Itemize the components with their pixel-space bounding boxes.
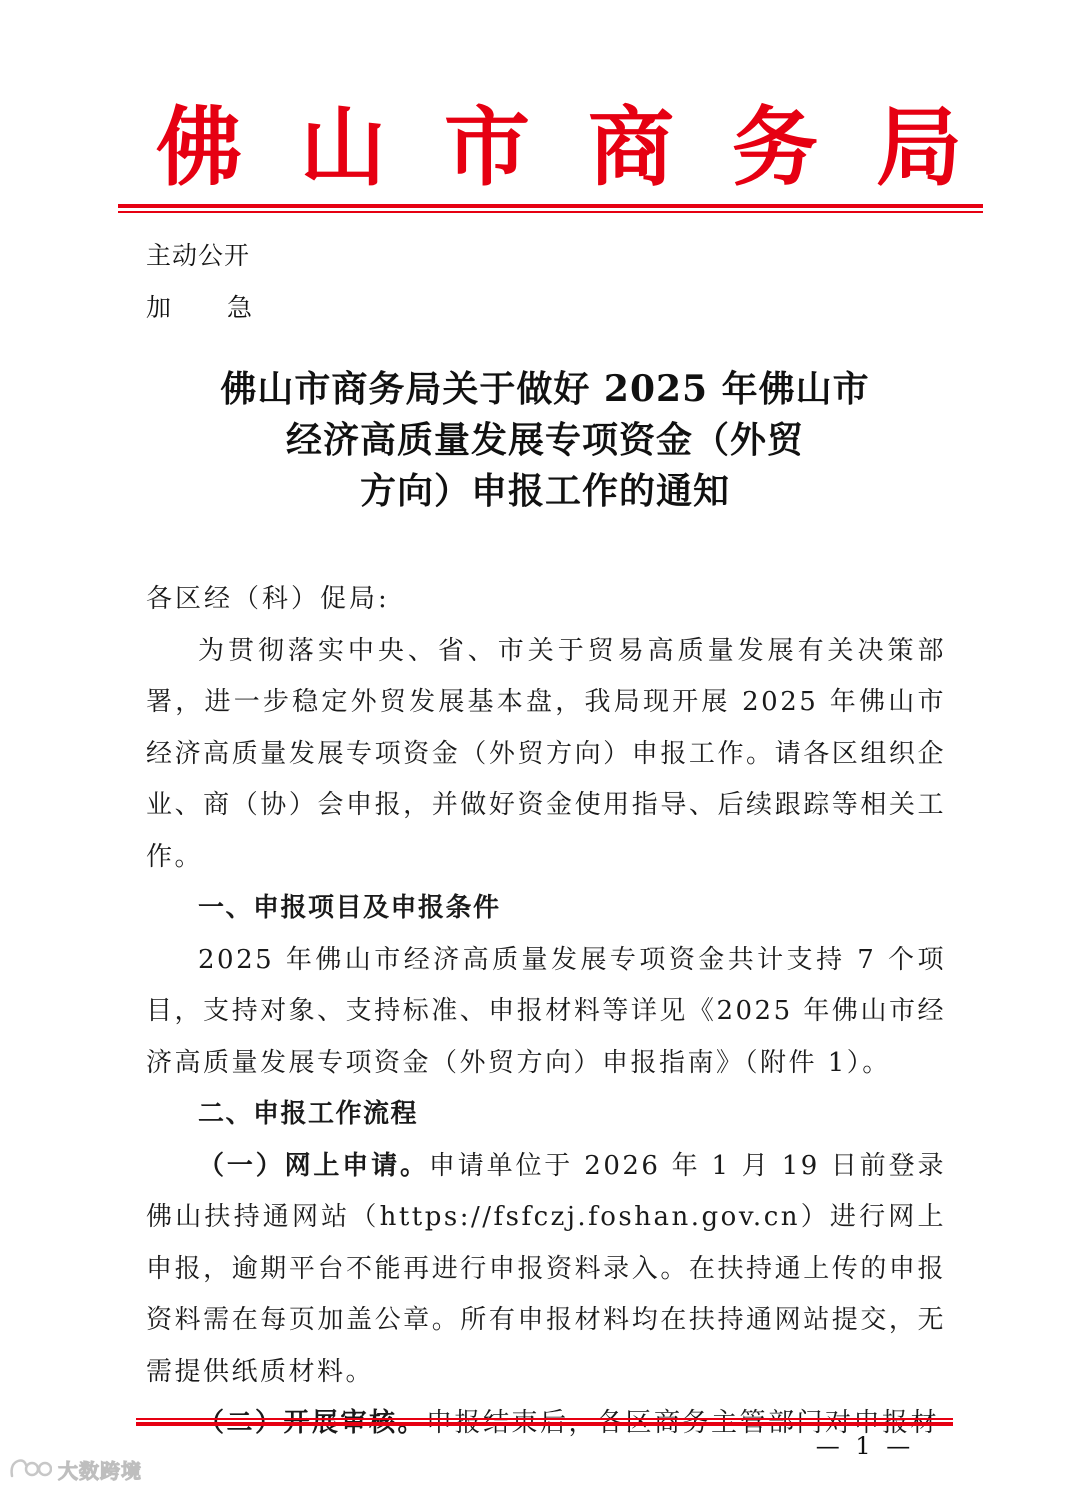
step-text: 申请单位于 2026 年 1 月 19 日前登录佛山扶持通网站（https://fsfczj.foshan.gov.cn）进行网上申报，逾期平台不能再进行申报资料录入。在扶持通上传的申报资料需在每页加盖公章。所有申报材料均在扶持通网站提交，无需提供纸质材料。 [146, 1150, 946, 1387]
intro-paragraph: 为贯彻落实中央、省、市关于贸易高质量发展有关决策部署，进一步稳定外贸发展基本盘，我局现开展 2025 年佛山市经济高质量发展专项资金（外贸方向）申报工作。请各区组织企业、商（协）会申报，并做好资金使用指导、后续跟踪等相关工作。 [146, 635, 946, 872]
letterhead-red-rule [118, 204, 983, 208]
document-body [146, 574, 946, 1450]
title-line: 方向）申报工作的通知 [359, 470, 730, 512]
title-line: 经济高质量发展专项资金（外贸 [285, 419, 804, 461]
section-paragraph: 2025 年佛山市经济高质量发展专项资金共计支持 7 个项目，支持对象、支持标准、申报材料等详见《2025 年佛山市经济高质量发展专项资金（外贸方向）申报指南》（附件 1）。 [146, 944, 946, 1078]
watermark-text: 大数跨境 [58, 1458, 142, 1483]
salutation: 各区经（科）促局: [146, 584, 390, 614]
watermark [8, 1452, 142, 1486]
urgency-marker: 加 急 [146, 293, 276, 322]
watermark-logo-icon [8, 1456, 52, 1482]
letterhead-agency-name: 佛山市商务局 [156, 97, 1020, 198]
section-heading: 二、申报工作流程 [198, 1099, 419, 1129]
footer-red-rule-thin [136, 1418, 953, 1420]
page-number: — 1 — [815, 1432, 915, 1460]
footer-red-rule [136, 1422, 953, 1426]
title-line: 佛山市商务局关于做好 2025 年佛山市 [220, 368, 870, 410]
letterhead-red-rule-thin [118, 211, 983, 213]
step-paragraph [146, 1141, 946, 1399]
step-label: （一）网上申请。 [198, 1150, 429, 1181]
disclosure-status: 主动公开 [146, 241, 251, 270]
section-heading: 一、申报项目及申报条件 [198, 893, 501, 923]
document-title [140, 364, 950, 517]
